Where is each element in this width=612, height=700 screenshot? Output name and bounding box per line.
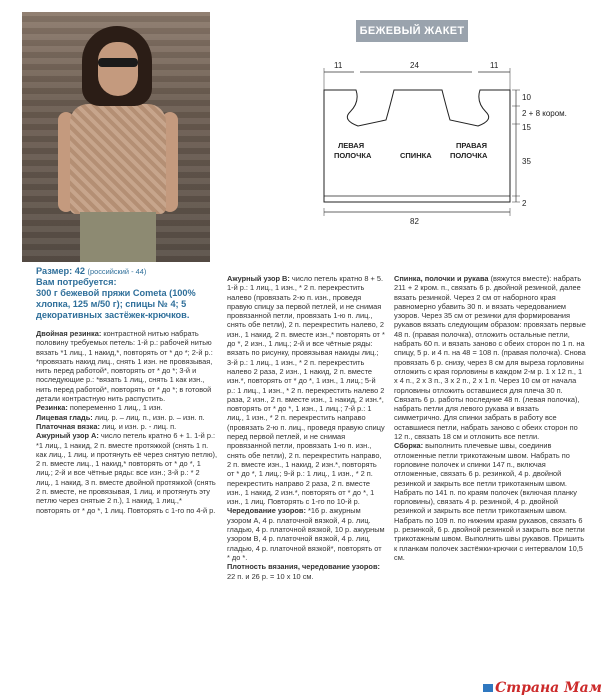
photo-sunglasses: [98, 58, 138, 67]
pattern-schematic: [300, 50, 600, 230]
dim-right-15: 15: [522, 123, 531, 132]
label-right-front-1: ПРАВАЯ: [456, 141, 487, 150]
section-garter: Платочная вязка: лиц. и изн. р. - лиц. п.: [36, 421, 177, 431]
label-right-front-2: ПОЛОЧКА: [450, 151, 488, 160]
size-note: (российский - 44): [87, 267, 147, 276]
dim-top-left: 11: [334, 61, 343, 70]
materials-block: [36, 277, 218, 321]
column-right: [394, 274, 586, 562]
photo-jacket: [70, 104, 166, 214]
section-rib: Резинка: попеременно 1 лиц., 1 изн.: [36, 403, 163, 413]
photo-pants: [80, 212, 156, 262]
section-stockinette: Лицевая гладь: лиц. р. – лиц. п., изн. р. – изн. п.: [36, 412, 205, 422]
section-body-sleeves: Спинка, полочки и рукава (вяжутся вместе): набрать 211 + 2 кром. п., связать 6 р. двойной резинкой, далее вязать резинкой. Через 2 см от наборного края равномерно убавить 30 п. и вязать чередованием узоров. Через 35 см от резинки для формирования рукавов вязать следующим образом: провязать первые 48 п. (правая полочка), отложить остальные петли, набрать 60 п. и вязать заново с обеих сторон по 1 п. на спицу, 5 р. и 4 п. на 48 = 108 п. (правая полочка). Снова провязать 6 р. снизу, через 8 см для выреза горловины отложить с края горловины в каждом 2-м р. 1 х 12 п., 1 х 4 п., 2 х 3 п., 3 х 2 п., 2 х 1 п. Через 10 см от начала горловины отложить оставшиеся для плеча 30 п. Связать 6 р. работы последние 48 п. (левая полочка), набрать петли для левого рукава и вязать симметрично. Для спинки забрать в работу все оставшиеся петли, набрать заново с обеих сторон по 12 п., связать 18 см и отложить все петли.: [394, 274, 586, 442]
dim-right-35: 35: [522, 157, 531, 166]
column-middle: [227, 274, 385, 581]
size-label: Размер:: [36, 266, 73, 276]
pattern-title: БЕЖЕВЫЙ ЖАКЕТ: [356, 20, 468, 42]
section-gauge: Плотность вязания, чередование узоров: 22 п. и 26 р. = 10 х 10 см.: [227, 562, 380, 581]
house-icon: [483, 684, 493, 692]
site-watermark: Страна Мам: [483, 680, 602, 696]
label-left-front-2: ПОЛОЧКА: [334, 151, 372, 160]
section-double-rib: Двойная резинка: контрастной нитью набрать половину требуемых петель: 1-й р.: рабочей нитью вязать *1 лиц., 1 накид,*, повторять от * до *; 2-й р.: *провязать накид лиц., снять 1 изн. не провязывая, нить перед работой*, повторять от * до *; 3-й и последующие р.: *вязать 1 лиц., снять 1 как изн., нить перед работой*, повторять от * до *; в готовой детали контрастную нить распустить.: [36, 329, 213, 404]
section-lace-a: Ажурный узор А: число петель кратно 6 + 1. 1-й р.: *1 лиц., 1 накид, 2 п. вместе протяжкой (снять 1 п. как лиц., 1 лиц. и протянуть её через снятую петлю), 2 п. вместе лиц., 1 накид,* повторять от * до *, 1 лиц.; 2-й и все чётные ряды: все изн.; 3-й р.: * 2 лиц., 1 накид, 3 п. вместе двойной протяжкой (снять 2 п. вместе, не провязывая, 1 лиц. и протянуть эту петлю через снятые 2 п.), 1 накид, 1 лиц.,* повторять от * до *, 1 лиц. Повторять с 1-го по 4-й р.: [36, 431, 217, 515]
photo-face: [98, 42, 138, 96]
model-photo: [22, 12, 210, 262]
dim-right-2: 2: [522, 199, 527, 208]
dim-right-2-8: 2 + 8 кором.: [522, 109, 567, 118]
size-value: 42: [74, 266, 85, 276]
materials-text: 300 г бежевой пряжи Cometa (100% хлопка, 125 м/50 г); спицы № 4; 5 декоративных застёжек-крючков.: [36, 288, 196, 320]
dim-bottom: 82: [410, 217, 419, 226]
size-line: [36, 266, 218, 277]
section-pattern-sequence: Чередование узоров: *16 р. ажурным узором А, 4 р. платочной вязкой, 4 р. лиц. гладью, 4 р. платочной вязкой, 10 р. ажурным узором В, 4 р. платочной вязкой, 4 р. лиц. гладью, 4 р. платочной вязкой*, повторять от * до *.: [227, 506, 385, 562]
section-lace-b: Ажурный узор В: число петель кратно 8 + 5. 1-й р.: 1 лиц., 1 изн., * 2 п. перекрестить налево (провязать 2-ю п. изн., проведя правую спицу за первой петлей, и не снимая провязанной петли, провязать 1-ю п. лиц., снять обе петли), 2 п. перекрестить налево, 2 изн., 1 накид, 2 п. вместе изн.,* повторять от * до *, 2 изн., 1 лиц.; 2-й и все чётные ряды: вязать по рисунку, провязывая накиды лиц.; 3-й р.: 1 лиц., 1 изн., * 2 п. перекрестить налево 2 раза, 2 изн., 1 накид, 2 п. вместе изн.*, повторять от * до *, 1 изн., 1 лиц.; 5-й р.: 1 лиц., 1 изн., * 2 п. перекрестить налево 2 раза, 2 изн., 2 п. вместе изн., 1 накид, 2 изн.*, повторять от * до *, 1 изн., 1 лиц.; 7-й р.: 1 лиц., 1 изн., * 2 п. перекрестить направо (провязать 2-ю п. лиц., проведя правую спицу перед первой петлей, и не снимая провязанной петли, провязать 1-ю п. изн., снять обе петли), 2 п. перекрестить направо, 2 п. вместе изн., 1 накид, 2 изн.*, повторять от * до *, 1 лиц.; 9-й р.: 1 лиц., 1 изн., * 2 п. перекрестить направо 2 раза, 2 п. вместе изн., 1 накид, 2 изн.*, повторять от * до *, 1 изн., 1 лиц. Повторять с 1-го по 10-й р.: [227, 274, 385, 507]
column-left: [36, 266, 218, 515]
label-back: СПИНКА: [400, 151, 432, 160]
label-left-front-1: ЛЕВАЯ: [338, 141, 365, 150]
dim-right-10: 10: [522, 93, 531, 102]
section-assembly: Сборка: выполнить плечевые швы, соединив отложенные петли трикотажным швом. Набрать по горловине полочек и спинки 147 п., включая отложенные, связать 6 р. резинкой, 4 р. двойной резинкой и закрыть все петли трикотажным швом. Набрать по 141 п. по краям полочек (включая планку горловины), связать 4 р. резинкой, 4 р. двойной резинкой и закрыть все петли трикотажным швом. Набрать по 109 п. по нижним краям рукавов, связать 6 р. резинкой, 6 р. двойной резинкой и закрыть все петли трикотажным швом. Выполнить швы рукавов. Пришить к планкам полочек застёжки-крючки с интервалом 10,5 см.: [394, 441, 585, 562]
dim-top-right: 11: [490, 61, 499, 70]
dim-top-mid: 24: [410, 61, 419, 70]
materials-label: Вам потребуется:: [36, 277, 117, 287]
